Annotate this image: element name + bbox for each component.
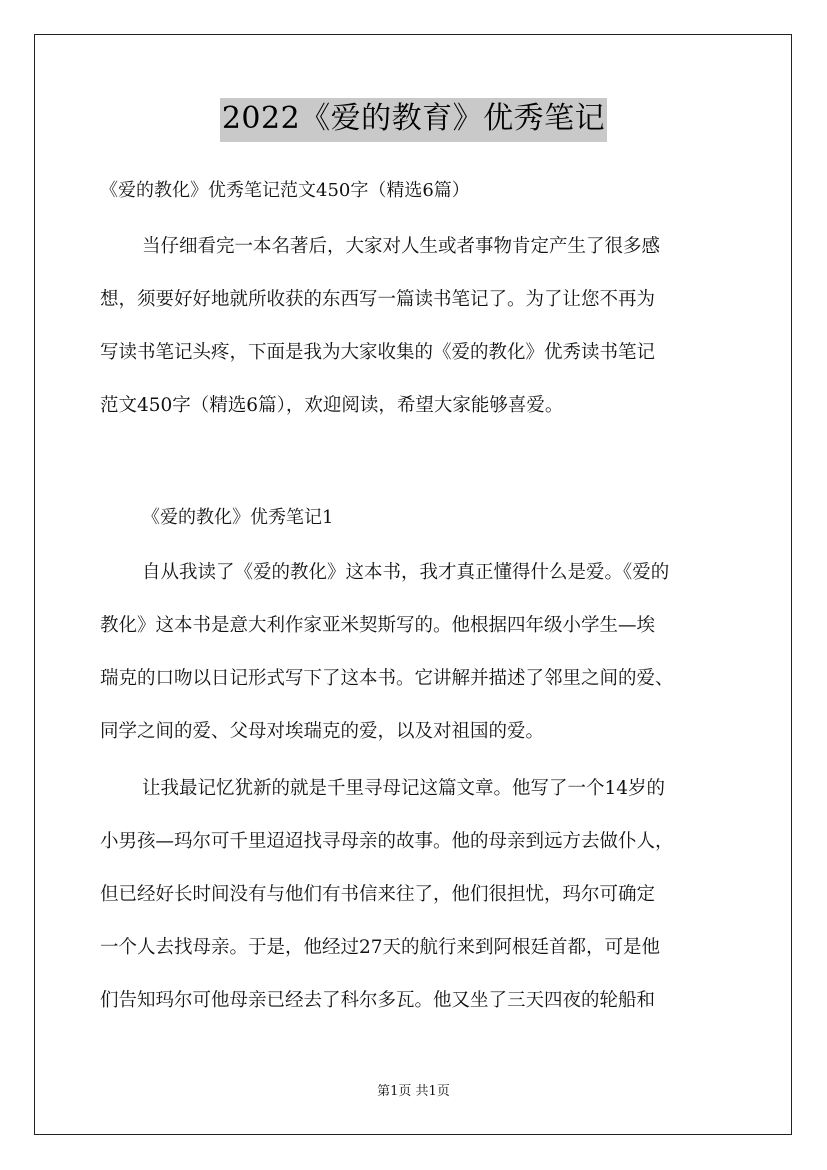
document-subtitle[interactable]: 《爱的教化》优秀笔记范文450字（精选6篇） [100, 180, 470, 201]
paragraph-line[interactable]: 们告知玛尔可他母亲已经去了科尔多瓦。他又坐了三天四夜的轮船和 [100, 990, 656, 1011]
paragraph-line[interactable]: 但已经好长时间没有与他们有书信来往了，他们很担忧，玛尔可确定 [100, 884, 656, 905]
body-paragraph-2 [100, 762, 740, 1027]
intro-line[interactable]: 范文450字（精选6篇），欢迎阅读，希望大家能够喜爱。 [100, 395, 564, 416]
document-title[interactable]: 2022《爱的教育》优秀笔记 [220, 98, 607, 142]
intro-line[interactable]: 写读书笔记头疼，下面是我为大家收集的《爱的教化》优秀读书笔记 [100, 342, 656, 363]
paragraph-line[interactable]: 让我最记忆犹新的就是千里寻母记这篇文章。他写了一个14岁的 [142, 778, 666, 799]
paragraph-line[interactable]: 同学之间的爱、父母对埃瑞克的爱，以及对祖国的爱。 [100, 721, 545, 742]
paragraph-line[interactable]: 一个人去找母亲。于是，他经过27天的航行来到阿根廷首都，可是他 [100, 937, 661, 958]
section-heading[interactable]: 《爱的教化》优秀笔记1 [142, 507, 334, 528]
body-paragraph-1 [100, 546, 740, 758]
paragraph-line[interactable]: 小男孩—玛尔可千里迢迢找寻母亲的故事。他的母亲到远方去做仆人， [100, 831, 674, 852]
intro-paragraph [100, 220, 740, 432]
paragraph-line[interactable]: 自从我读了《爱的教化》这本书，我才真正懂得什么是爱。《爱的 [142, 562, 670, 583]
paragraph-line[interactable]: 教化》这本书是意大利作家亚米契斯写的。他根据四年级小学生—埃 [100, 615, 656, 636]
title-container [0, 98, 827, 142]
page-footer: 第1页 共1页 [377, 1084, 450, 1099]
intro-line[interactable]: 当仔细看完一本名著后，大家对人生或者事物肯定产生了很多感 [142, 236, 661, 257]
paragraph-line[interactable]: 瑞克的口吻以日记形式写下了这本书。它讲解并描述了邻里之间的爱、 [100, 668, 674, 689]
intro-line[interactable]: 想，须要好好地就所收获的东西写一篇读书笔记了。为了让您不再为 [100, 289, 656, 310]
